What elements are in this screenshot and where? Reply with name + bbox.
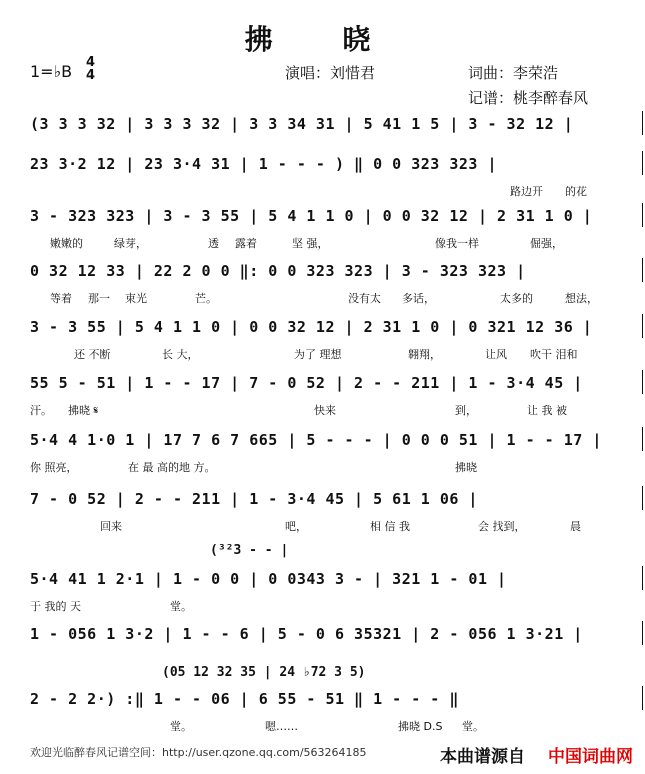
lyric-word: 让 我 被 — [527, 404, 567, 417]
lyric-word: 到， — [455, 404, 477, 417]
lyric-word: 你 照亮， — [30, 461, 78, 474]
lyric-word: 吹干 泪和 — [530, 348, 578, 361]
lyric-word: 的花 — [565, 185, 587, 198]
lyric-word: 等着 — [50, 292, 72, 305]
bar-line — [642, 203, 643, 227]
lyric-word: 拂晓 — [455, 461, 477, 474]
lyric-word: 露着 — [235, 237, 257, 250]
lyric-word: 没有太 — [348, 292, 381, 305]
lyric-word: 长 大， — [162, 348, 199, 361]
footer-source-label: 本曲谱源自 — [440, 747, 525, 767]
score-row — [30, 374, 615, 428]
lyric-word: 拂晓 D.S — [398, 720, 443, 733]
bar-line — [642, 686, 643, 710]
lyric-word: 堂。 — [462, 720, 484, 733]
footer-website[interactable]: 欢迎光临醉春风记谱空间：http://user.qzone.qq.com/563264185 — [30, 746, 367, 759]
lyric-word: 想法， — [565, 292, 598, 305]
score-notes: 1 - 056 1 3·2 | 1 - - 6 | 5 - 0 6 35321 | 2 - 056 1 3·21 | — [30, 625, 583, 643]
bar-line — [642, 111, 643, 135]
lyric-word: 倔强， — [530, 237, 563, 250]
bar-line — [642, 370, 643, 394]
lyric-word: 拂晓 𝄋 — [68, 404, 99, 417]
lyric-word: 在 最 高的地 方。 — [128, 461, 216, 474]
bar-line — [642, 427, 643, 451]
lyric-word: 太多的 — [500, 292, 533, 305]
score-row — [30, 155, 615, 209]
score-notes: 2 - 2 2·) :‖ 1 - - 06 | 6 55 - 51 ‖ 1 - - - ‖ — [30, 690, 459, 708]
score-row — [30, 570, 615, 624]
score-notes: 3 - 3 55 | 5 4 1 1 0 | 0 0 32 12 | 2 31 1 0 | 0 321 12 36 | — [30, 318, 593, 336]
lyric-word: 会 找到， — [478, 520, 526, 533]
lyric-word: 相 信 我 — [370, 520, 410, 533]
lyric-word: 透 — [208, 237, 219, 250]
singer-credit: 演唱：刘惜君 — [285, 64, 376, 82]
lyric-word: 翱翔， — [408, 348, 441, 361]
interlude-notation: (05 12 32 35 | 24 ♭72 3 5) — [162, 665, 366, 680]
score-notes: 3 - 323 323 | 3 - 3 55 | 5 4 1 1 0 | 0 0 32 12 | 2 31 1 0 | — [30, 207, 593, 225]
time-signature-top: 4 — [86, 55, 96, 70]
lyric-word: 让风 — [485, 348, 507, 361]
score-notes: 0 32 12 33 | 22 2 0 0 ‖: 0 0 323 323 | 3 - 323 323 | — [30, 262, 526, 280]
lyric-word: 为了 理想 — [294, 348, 342, 361]
lyric-word: 堂。 — [170, 720, 192, 733]
score-notes: 7 - 0 52 | 2 - - 211 | 1 - 3·4 45 | 5 61 1 06 | — [30, 490, 478, 508]
score-notes: 55 5 - 51 | 1 - - 17 | 7 - 0 52 | 2 - - 211 | 1 - 3·4 45 | — [30, 374, 583, 392]
bar-line — [642, 151, 643, 175]
score-row — [30, 262, 615, 316]
score-notes: (3 3 3 32 | 3 3 3 32 | 3 3 34 31 | 5 41 1 5 | 3 - 32 12 | — [30, 115, 574, 133]
song-title: 拂 晓 — [244, 23, 401, 56]
score-row — [30, 318, 615, 372]
time-signature — [86, 56, 95, 82]
score-notes: 5·4 4 1·0 1 | 17 7 6 7 665 | 5 - - - | 0 0 0 51 | 1 - - 17 | — [30, 431, 602, 449]
transcriber-credit: 记谱：桃李醉春风 — [468, 89, 589, 107]
composer-credit: 词曲：李荣浩 — [468, 64, 559, 82]
lyric-word: 坚 强， — [292, 237, 329, 250]
score-row — [30, 490, 615, 544]
lyric-word: 吧， — [285, 520, 307, 533]
footer-source-site[interactable]: 中国词曲网 — [548, 747, 633, 767]
lyric-word: 堂。 — [170, 600, 192, 613]
bar-line — [642, 486, 643, 510]
lyric-word: 汗。 — [30, 404, 52, 417]
lyric-word: 多话， — [402, 292, 435, 305]
score-row — [30, 690, 615, 744]
key-signature: 1=♭B — [30, 62, 73, 81]
bar-line — [642, 258, 643, 282]
bar-line — [642, 621, 643, 645]
lyric-word: 快来 — [314, 404, 336, 417]
score-notes: 23 3·2 12 | 23 3·4 31 | 1 - - - ) ‖ 0 0 323 323 | — [30, 155, 498, 173]
lyric-word: 像我一样 — [435, 237, 479, 250]
coda-notation: (³²3 - - | — [210, 543, 289, 558]
lyric-word: 嗯…… — [265, 720, 298, 733]
bar-line — [642, 314, 643, 338]
score-row — [30, 431, 615, 485]
lyric-word: 还 不断 — [74, 348, 111, 361]
time-signature-bottom: 4 — [86, 68, 96, 83]
lyric-word: 芒。 — [195, 292, 217, 305]
bar-line — [642, 566, 643, 590]
score-row — [30, 207, 615, 261]
lyric-word: 回来 — [100, 520, 122, 533]
lyric-word: 嫩嫩的 — [50, 237, 83, 250]
lyric-word: 晨 — [570, 520, 581, 533]
lyric-word: 那一 — [88, 292, 110, 305]
lyric-word: 绿芽， — [114, 237, 147, 250]
lyric-word: 于 我的 天 — [30, 600, 81, 613]
score-notes: 5·4 41 1 2·1 | 1 - 0 0 | 0 0343 3 - | 321 1 - 01 | — [30, 570, 507, 588]
lyric-word: 束光 — [125, 292, 147, 305]
lyric-word: 路边开 — [510, 185, 543, 198]
